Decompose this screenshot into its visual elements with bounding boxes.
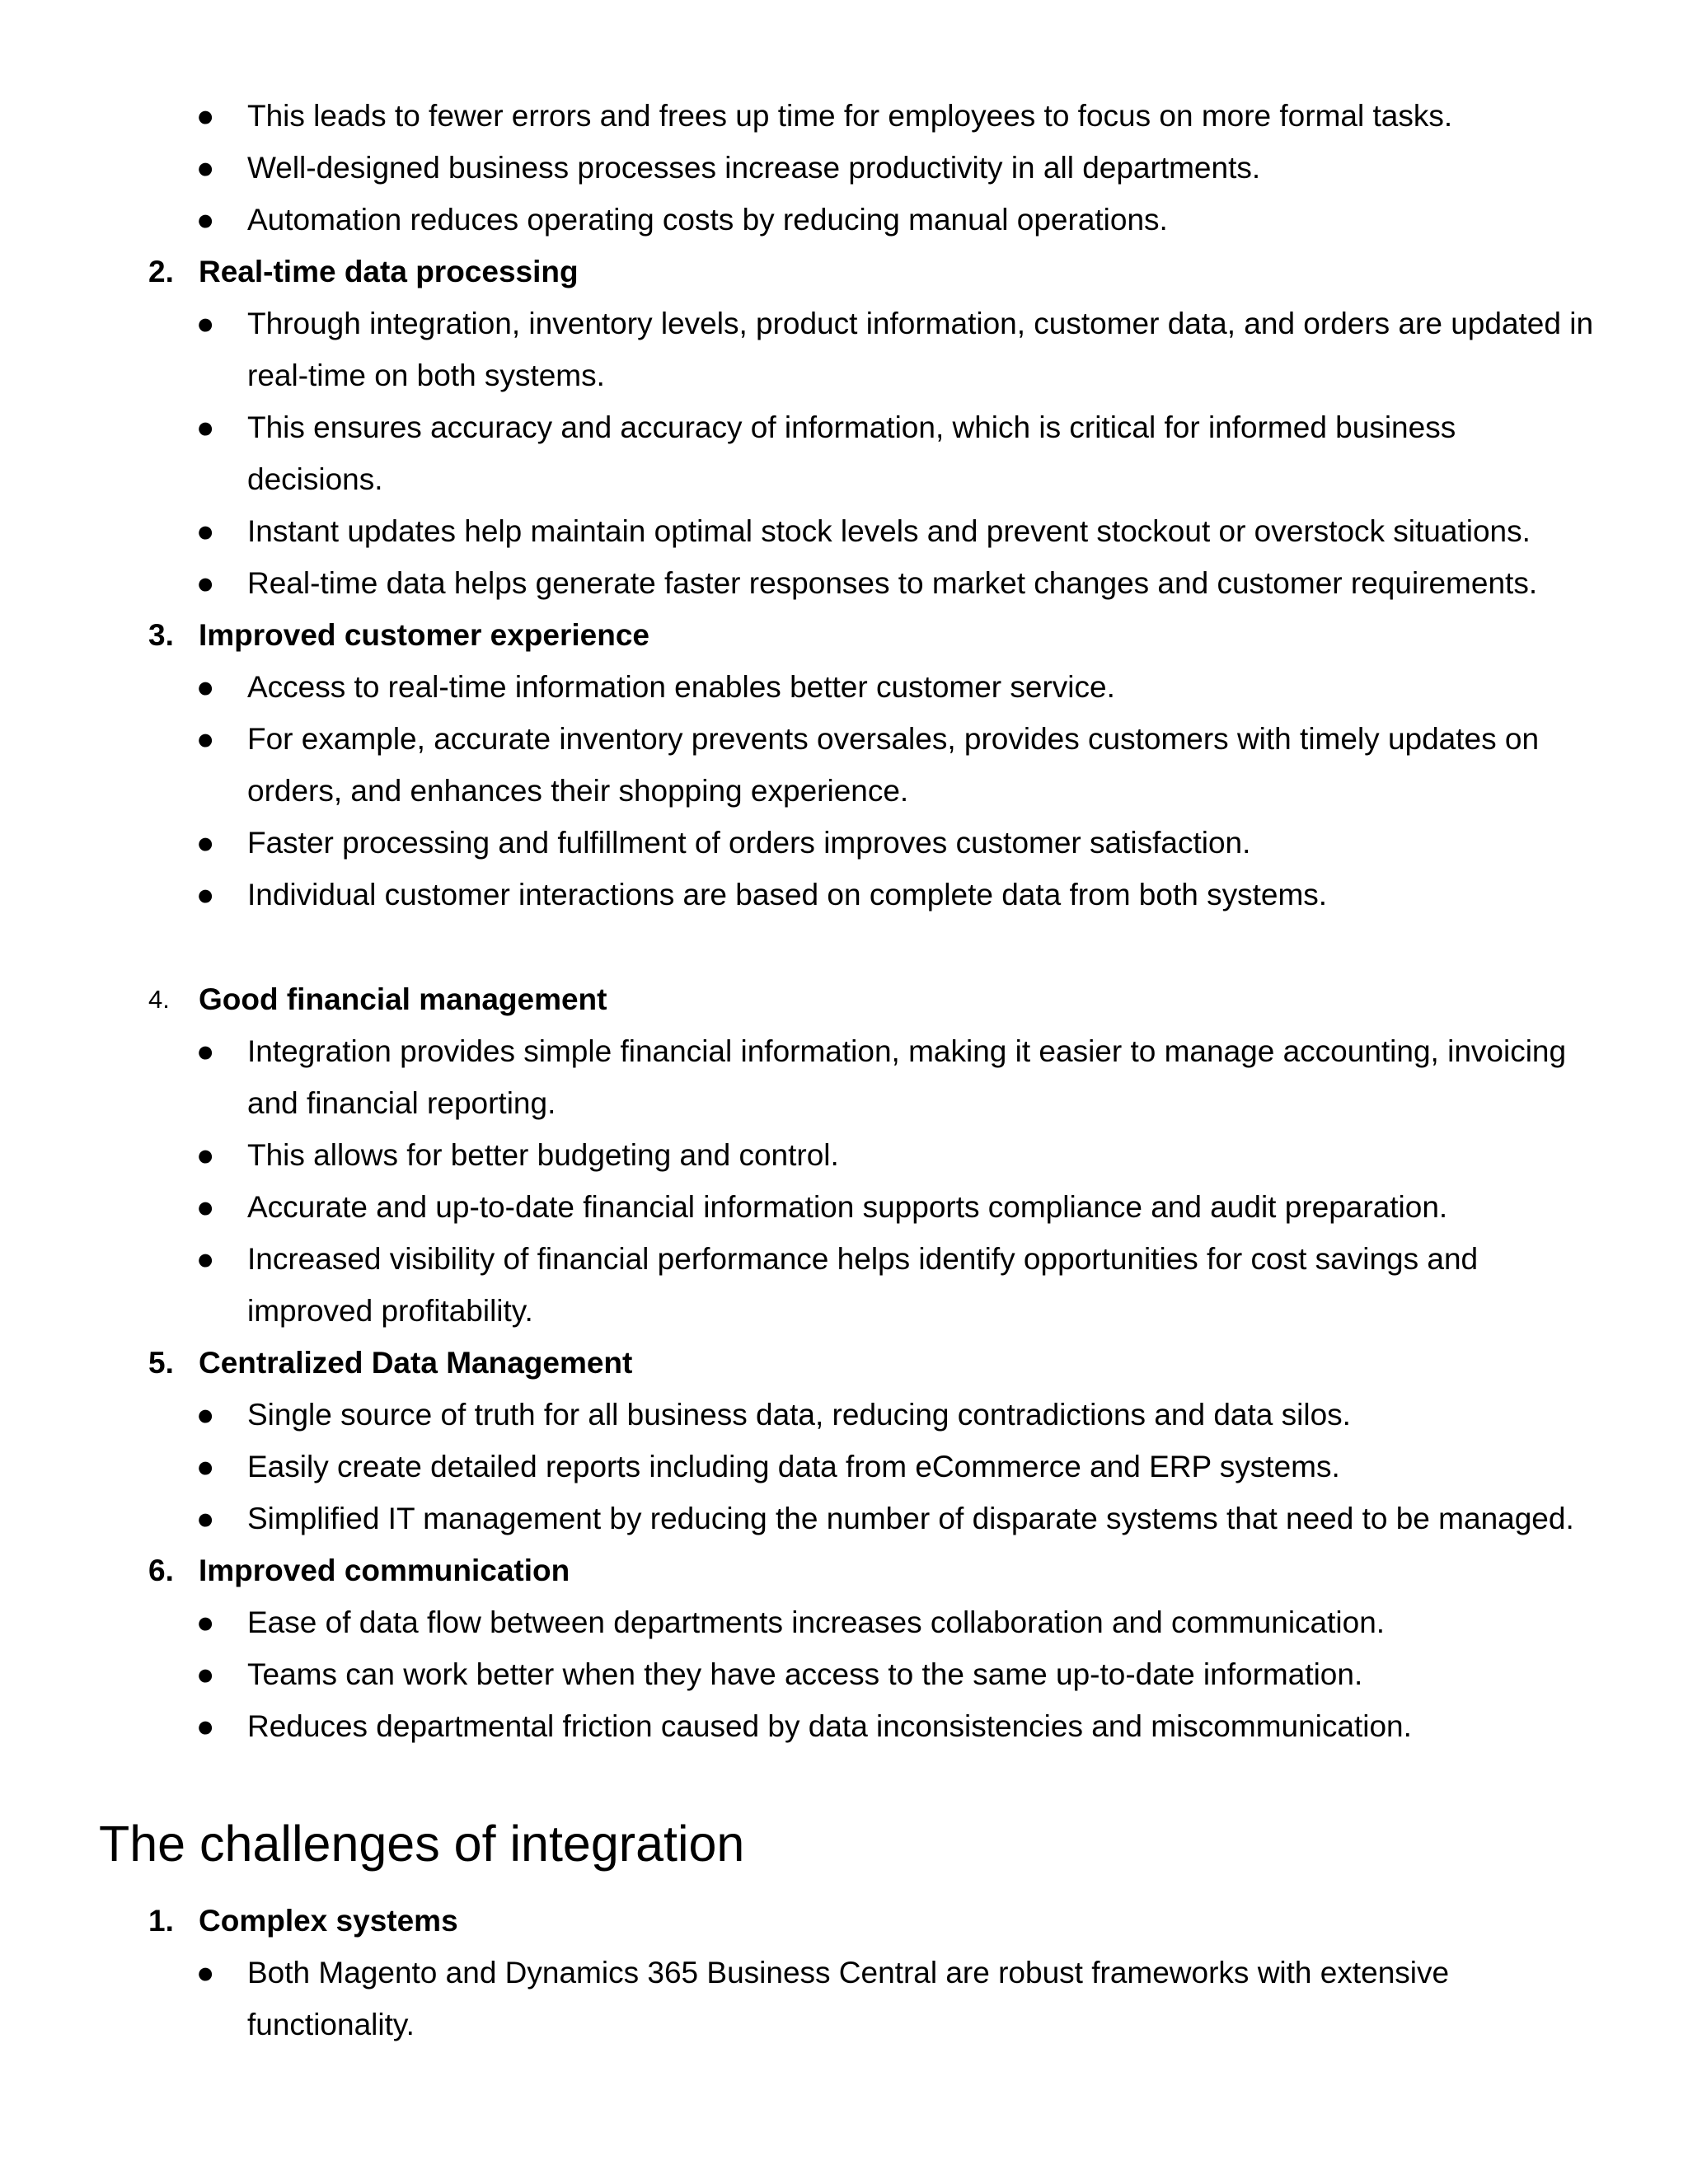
bullet-icon: ● <box>196 99 215 133</box>
bullet-icon: ● <box>196 826 215 860</box>
section-heading: Complex systems <box>199 1904 458 1938</box>
bullet-text: Easily create detailed reports including data from eCommerce and ERP systems. <box>247 1450 1340 1483</box>
bullet-text: Access to real-time information enables better customer service. <box>247 670 1115 704</box>
bullet-icon: ● <box>196 1398 215 1432</box>
section-title: The challenges of integration <box>99 1816 745 1872</box>
bullet-text: Teams can work better when they have access to the same up-to-date information. <box>247 1657 1363 1691</box>
bullet-icon: ● <box>196 1034 215 1068</box>
bullet-icon: ● <box>196 1190 215 1224</box>
bullet-icon: ● <box>196 514 215 548</box>
section-heading: Real-time data processing <box>199 255 579 288</box>
bullet-icon: ● <box>196 1709 215 1743</box>
bullet-icon: ● <box>196 1657 215 1691</box>
bullet-icon: ● <box>196 307 215 340</box>
bullet-icon: ● <box>196 1242 215 1276</box>
bullet-icon: ● <box>196 1956 215 1990</box>
bullet-text: Single source of truth for all business data, reducing contradictions and data silos. <box>247 1398 1351 1432</box>
bullet-text: Well-designed business processes increase productivity in all departments. <box>247 151 1261 185</box>
bullet-icon: ● <box>196 878 215 912</box>
section-heading: Centralized Data Management <box>199 1346 633 1380</box>
bullet-text: Simplified IT management by reducing the number of disparate systems that need to be managed. <box>247 1502 1574 1535</box>
bullet-icon: ● <box>196 1502 215 1535</box>
section-heading: Improved communication <box>199 1554 570 1587</box>
bullet-text: Automation reduces operating costs by reducing manual operations. <box>247 203 1168 237</box>
bullet-text: Accurate and up-to-date financial information supports compliance and audit preparation. <box>247 1190 1448 1224</box>
list-number: 4. <box>148 985 170 1014</box>
bullet-text: Real-time data helps generate faster responses to market changes and customer requirements. <box>247 566 1538 600</box>
bullet-icon: ● <box>196 151 215 185</box>
bullet-text: Through integration, inventory levels, product information, customer data, and orders are updated in real-time on both systems. <box>247 307 1594 392</box>
list-number: 3. <box>148 618 174 652</box>
list-number: 5. <box>148 1346 174 1380</box>
bullet-text: Ease of data flow between departments increases collaboration and communication. <box>247 1605 1386 1639</box>
bullet-icon: ● <box>196 1450 215 1483</box>
bullet-text: Faster processing and fulfillment of orders improves customer satisfaction. <box>247 826 1251 860</box>
bullet-text: Integration provides simple financial information, making it easier to manage accounting, invoicing and financial reporting. <box>247 1034 1567 1120</box>
bullet-text: Increased visibility of financial performance helps identify opportunities for cost savings and improved profitability. <box>247 1242 1479 1328</box>
bullet-icon: ● <box>196 410 215 444</box>
bullet-icon: ● <box>196 722 215 756</box>
bullet-icon: ● <box>196 566 215 600</box>
bullet-icon: ● <box>196 203 215 237</box>
bullet-icon: ● <box>196 1138 215 1172</box>
bullet-icon: ● <box>196 670 215 704</box>
bullet-text: This allows for better budgeting and control. <box>247 1138 839 1172</box>
list-number: 2. <box>148 255 174 288</box>
section-heading: Improved customer experience <box>199 618 649 652</box>
bullet-text: For example, accurate inventory prevents oversales, provides customers with timely updates on orders, and enhances their shopping experience. <box>247 722 1540 808</box>
bullet-text: This ensures accuracy and accuracy of information, which is critical for informed business decisions. <box>247 410 1456 496</box>
section-heading: Good financial management <box>199 982 607 1016</box>
list-number: 6. <box>148 1554 174 1587</box>
bullet-text: Both Magento and Dynamics 365 Business Central are robust frameworks with extensive functionality. <box>247 1956 1450 2041</box>
bullet-text: Reduces departmental friction caused by data inconsistencies and miscommunication. <box>247 1709 1412 1743</box>
bullet-icon: ● <box>196 1605 215 1639</box>
bullet-text: Individual customer interactions are based on complete data from both systems. <box>247 878 1328 912</box>
bullet-text: This leads to fewer errors and frees up time for employees to focus on more formal tasks. <box>247 99 1453 133</box>
bullet-text: Instant updates help maintain optimal stock levels and prevent stockout or overstock situations. <box>247 514 1531 548</box>
list-number: 1. <box>148 1904 174 1938</box>
